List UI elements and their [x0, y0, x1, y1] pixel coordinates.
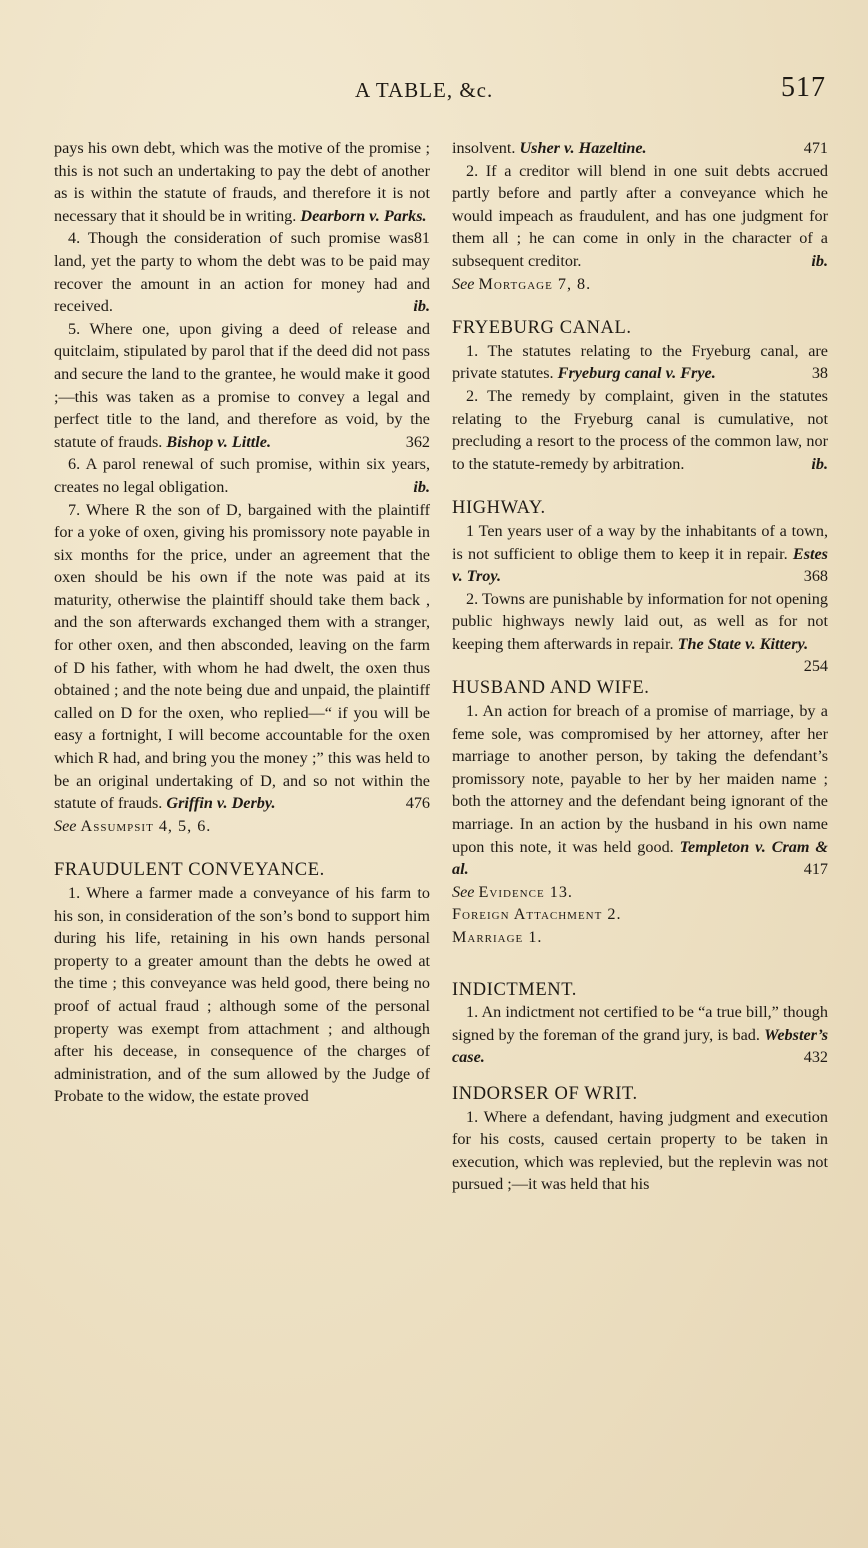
page-reference: ib. [413, 477, 430, 496]
page-reference: 476 [405, 794, 430, 813]
page-reference: ib. [811, 251, 828, 270]
entry-paragraph: 2. Towns are punishable by information for not opening public highways newly laid out, as well as for not keeping them afterwards in repair. The State v. Kittery. 254 [452, 588, 828, 656]
section-heading: INDORSER OF WRIT. [452, 1083, 638, 1104]
see-also-reference: See Assumpsit 4, 5, 6. [54, 816, 212, 835]
case-citation: Griffin v. Derby. [166, 794, 276, 813]
see-also-reference: Foreign Attachment 2. [452, 905, 622, 924]
page-reference: 368 [803, 567, 828, 586]
section-heading: HIGHWAY. [452, 498, 546, 519]
entry-paragraph: 2. If a creditor will blend in one suit debts accrued partly before and partly after a conveyance which he would impeach as fraudulent, and has one judgment for them all ; he can come in only in the character of a subsequent creditor. ib. [452, 160, 828, 273]
case-citation: Estes v. Troy. [452, 544, 828, 586]
page-reference: ib. [811, 454, 828, 473]
running-head [355, 72, 830, 112]
page-reference: 362 [405, 432, 430, 451]
page-reference: ib. [413, 297, 430, 316]
see-also-reference: See Mortgage 7, 8. [452, 274, 592, 293]
left-column [54, 137, 430, 1108]
entry-paragraph: 7. Where R the son of D, bargained with the plaintiff for a yoke of oxen, giving his promissory note payable in six months for the price, under an agreement that the oxen should be his own if the note was paid at its maturity, otherwise the plaintiff should take them back , and the son afterwards exchanged them with a stranger, for other oxen, and then absconded, leaving on the farm of D his father, with whom he had dwelt, the oxen thus obtained ; and the note being due and unpaid, the plaintiff called on D for the oxen, who replied—“ if you will be easy a fortnight, I will become accountable for the oxen which R had, and bring you the money ;” this was held to be an original undertaking of D, and so not within the statute of frauds. Griffin v. Derby. 476 [54, 499, 430, 815]
entry-paragraph: 1. An action for breach of a promise of marriage, by a feme sole, was compromised by her attorney, after her marriage to another person, by taking the defendant’s promissory note, payable to her by her maiden name ; both the attorney and the defendant being ignorant of the marriage. In an action by the husband in his own name upon this note, it was held good. Templeton v. Cram & al. 417 [452, 700, 828, 881]
see-also-reference: Marriage 1. [452, 928, 543, 946]
page-reference: 38 [811, 364, 828, 383]
page-reference: 417 [803, 860, 828, 879]
entry-paragraph: 1 Ten years user of a way by the inhabitants of a town, is not sufficient to oblige them to keep it in repair. Estes v. Troy. 368 [452, 520, 828, 588]
case-citation: Bishop v. Little. [166, 432, 272, 451]
entry-paragraph: 1. The statutes relating to the Fryeburg canal, are private statutes. Fryeburg canal v. Frye. 38 [452, 340, 828, 385]
case-citation: Templeton v. Cram & al. [452, 837, 828, 879]
entry-paragraph: 2. The remedy by complaint, given in the statutes relating to the Fryeburg canal is cumulative, not precluding a resort to the process of the common law, nor to the statute-remedy by arbitration. ib. [452, 385, 828, 475]
entry-paragraph: 1. Where a farmer made a conveyance of his farm to his son, in consideration of the son’s bond to support him during his life, retaining in his own hands personal property to a greater amount than the debts he owed at the time ; this conveyance was held good, there being no proof of actual fraud ; although some of the personal property was exempt from attachment ; and although after his decease, in consequence of the charges of administration, and of the sum allowed by the Judge of Probate to the widow, the estate proved [54, 884, 430, 1106]
section-heading: INDICTMENT. [452, 979, 577, 1000]
section-heading: HUSBAND AND WIFE. [452, 678, 650, 699]
entry-paragraph: 6. A parol renewal of such promise, within six years, creates no legal obligation. ib. [54, 453, 430, 498]
case-citation: Webster’s case. [452, 1025, 829, 1067]
entry-paragraph: 1. Where a defendant, having judgment and execution for his costs, caused certain property to be taken in execution, which was replevied, but the replevin was not pursued ;—it was held that his [452, 1107, 828, 1194]
section-heading: FRYEBURG CANAL. [452, 318, 632, 339]
case-citation: The State v. Kittery. [677, 634, 809, 653]
right-column [452, 137, 828, 1196]
entry-paragraph: insolvent. Usher v. Hazeltine. 471 [452, 137, 828, 160]
entry-paragraph: 5. Where one, upon giving a deed of release and quitclaim, stipulated by parol that if the deed did not pass and secure the land to the grantee, he would make it good ;—this was taken as a promise to convey a legal and perfect title to the land, and therefore as void, by the statute of frauds. Bishop v. Little. 362 [54, 318, 430, 454]
page-reference: 254 [803, 657, 828, 676]
case-citation: Usher v. Hazeltine. [519, 139, 647, 157]
see-also-reference: See Evidence 13. [452, 882, 573, 901]
section-heading: FRAUDULENT CONVEYANCE. [54, 860, 325, 881]
page-reference: 432 [803, 1048, 828, 1067]
entry-paragraph: 1. An indictment not certified to be “a true bill,” though signed by the foreman of the grand jury, is bad. Webster’s case. 432 [452, 1001, 828, 1069]
case-citation: Fryeburg canal v. Frye. [557, 364, 716, 383]
case-citation: Dearborn v. Parks. [300, 206, 427, 225]
page-reference: 471 [803, 139, 828, 157]
running-title: A TABLE, &c. [355, 78, 494, 102]
page-reference: 81 [413, 229, 430, 248]
entry-paragraph: pays his own debt, which was the motive of the promise ; this is not such an undertaking to pay the debt of another as is within the statute of frauds, and therefore it is not necessary that it should be in writing. Dearborn v. Parks. 81 [54, 137, 430, 227]
page-number: 517 [781, 72, 826, 103]
entry-paragraph: 4. Though the consideration of such promise was land, yet the party to whom the debt was to be paid may recover the amount in an action for money had and received. ib. [54, 227, 430, 317]
